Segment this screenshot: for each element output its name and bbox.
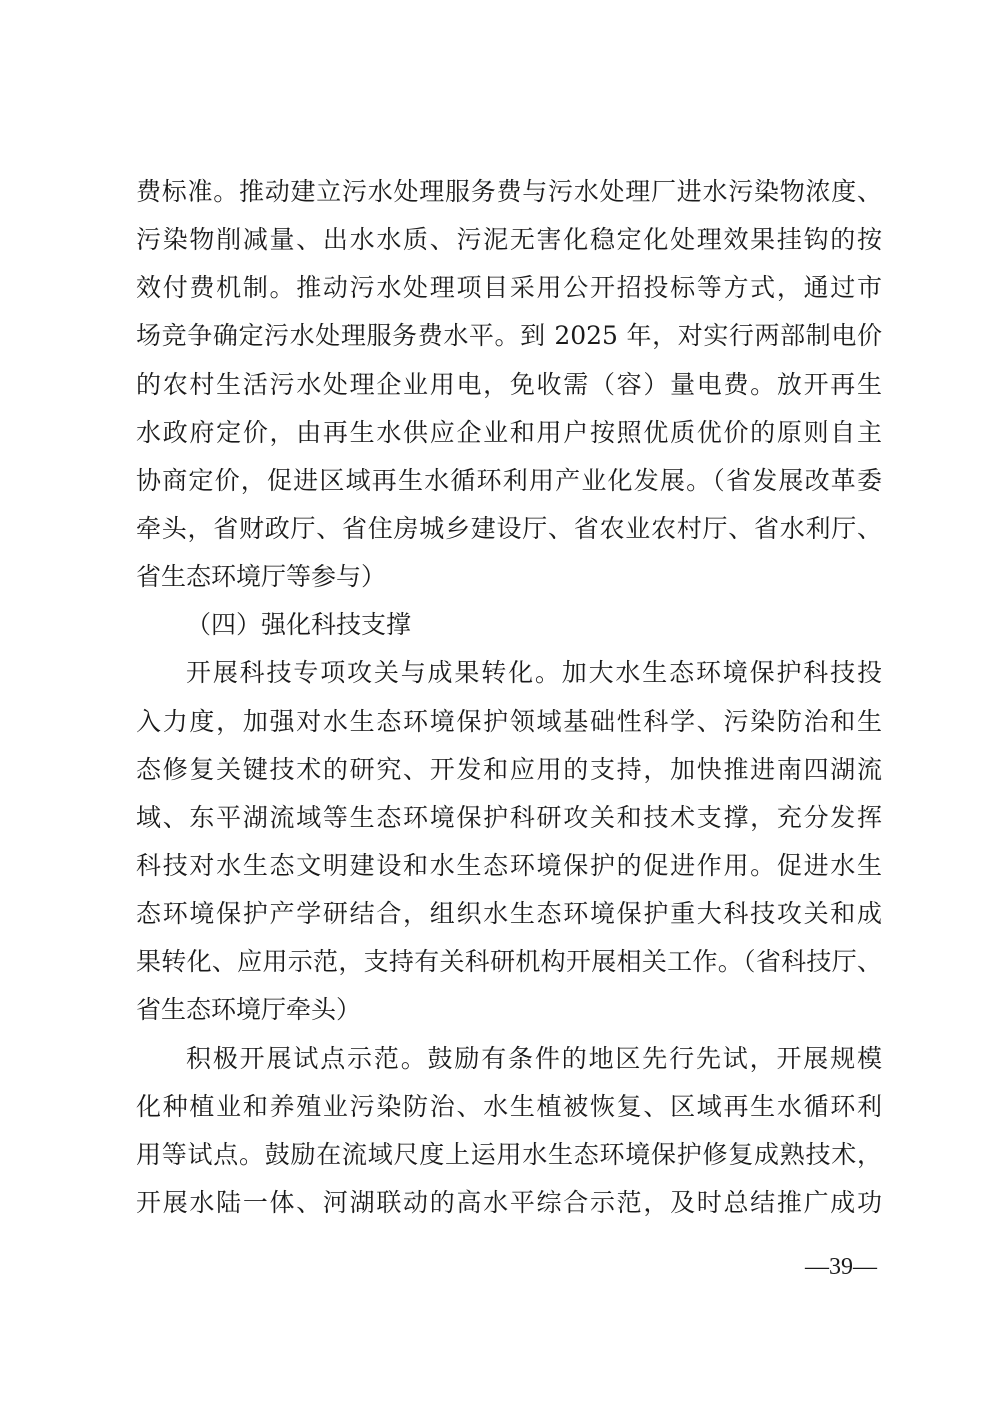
section-heading: （四）强化科技支撑: [186, 610, 412, 640]
text-line: 污染物削减量、出水水质、污泥无害化稳定化处理效果挂钩的按: [136, 225, 882, 255]
text-line: 果转化、应用示范，支持有关科研机构开展相关工作。（省科技厅、: [136, 947, 882, 977]
text-line: 费标准。推动建立污水处理服务费与污水处理厂进水污染物浓度、: [136, 177, 882, 206]
text-line: 入力度，加强对水生态环境保护领域基础性科学、污染防治和生: [136, 706, 882, 736]
text-line: 效付费机制。推动污水处理项目采用公开招投标等方式，通过市: [136, 273, 882, 303]
text-line: 的农村生活污水处理企业用电，免收需（容）量电费。放开再生: [136, 369, 882, 399]
text-line: 牵头，省财政厅、省住房城乡建设厅、省农业农村厅、省水利厅、: [136, 513, 882, 543]
text-line: 省生态环境厅等参与）: [136, 562, 387, 592]
text-line: 开展科技专项攻关与成果转化。加大水生态环境保护科技投: [186, 658, 882, 688]
text-line: 态修复关键技术的研究、开发和应用的支持，加快推进南四湖流: [136, 754, 882, 784]
text-line: 态环境保护产学研结合，组织水生态环境保护重大科技攻关和成: [136, 899, 882, 929]
text-line: 用等试点。鼓励在流域尺度上运用水生态环境保护修复成熟技术，: [136, 1139, 882, 1169]
text-line: 积极开展试点示范。鼓励有条件的地区先行先试，开展规模: [186, 1043, 882, 1073]
text-line: 水政府定价，由再生水供应企业和用户按照优质优价的原则自主: [136, 417, 882, 447]
text-line: 科技对水生态文明建设和水生态环境保护的促进作用。促进水生: [136, 850, 882, 880]
text-line: 开展水陆一体、河湖联动的高水平综合示范，及时总结推广成功: [136, 1187, 882, 1217]
body-text: [136, 168, 882, 1227]
page-number: —39—: [805, 1254, 877, 1280]
text-line: 化种植业和养殖业污染防治、水生植被恢复、区域再生水循环利: [136, 1091, 882, 1121]
text-line: 域、东平湖流域等生态环境保护科研攻关和技术支撑，充分发挥: [136, 802, 882, 832]
text-line: 省生态环境厅牵头）: [136, 995, 362, 1025]
text-line: 场竞争确定污水处理服务费水平。到 2025 年，对实行两部制电价: [136, 321, 882, 351]
text-line: 协商定价，促进区域再生水循环利用产业化发展。（省发展改革委: [136, 465, 882, 495]
